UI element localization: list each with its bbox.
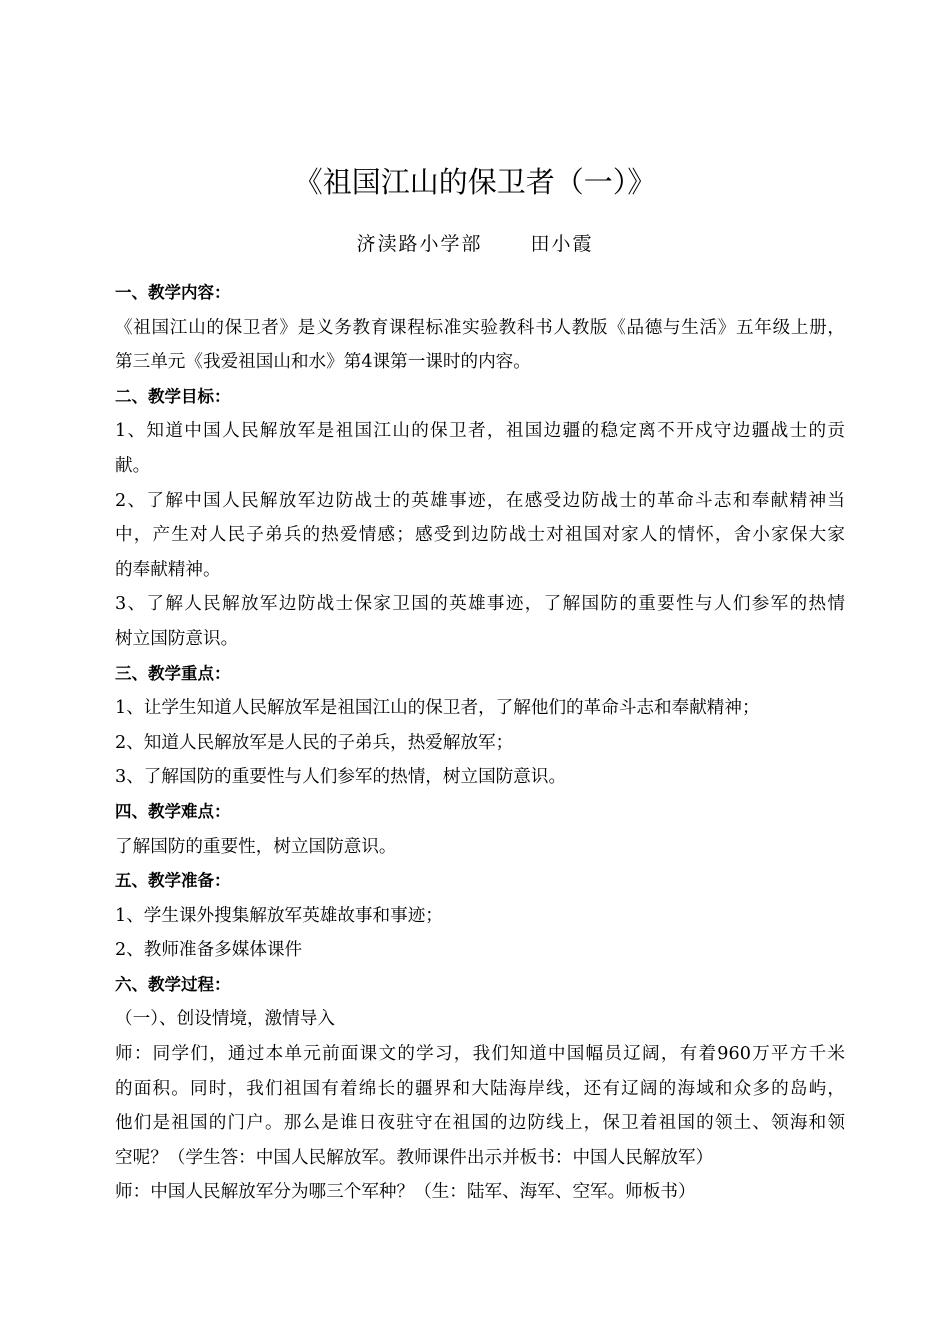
- document-title: 《祖国江山的保卫者（一）》: [293, 165, 657, 199]
- paragraph-line: 1、学生课外搜集解放军英雄故事和事迹；: [115, 905, 443, 926]
- section-heading: 二、教学目标：: [115, 386, 231, 406]
- paragraph-line: 3、了解国防的重要性与人们参军的热情，树立国防意识。: [115, 767, 567, 788]
- paragraph-line: 1、让学生知道人民解放军是祖国江山的保卫者，了解他们的革命斗志和奉献精神；: [115, 698, 760, 719]
- section-heading: 五、教学准备：: [115, 871, 231, 891]
- paragraph-line: 2、了解中国人民解放军边防战士的英雄事迹，在感受边防战士的革命斗志和奉献精神当: [115, 490, 845, 511]
- paragraph-line: 2、知道人民解放军是人民的子弟兵，热爱解放军；: [115, 732, 514, 753]
- section-heading: 三、教学重点：: [115, 663, 231, 683]
- author-line: [0, 228, 950, 260]
- paragraph-line: （一）、创设情境，激情导入: [115, 1009, 335, 1030]
- paragraph-line: 空呢？（学生答：中国人民解放军。教师课件出示并板书：中国人民解放军）: [115, 1147, 714, 1168]
- section-heading: 一、教学内容：: [115, 283, 231, 302]
- paragraph-line: 的面积。同时，我们祖国有着绵长的疆界和大陆海岸线，还有辽阔的海域和众多的岛屿，: [115, 1078, 845, 1099]
- paragraph-line: 第三单元《我爱祖国山和水》第4课第一课时的内容。: [115, 352, 531, 373]
- document-body: [115, 276, 845, 1210]
- paragraph-line: 师：中国人民解放军分为哪三个军种？（生：陆军、海军、空军。师板书）: [115, 1182, 696, 1203]
- paragraph-line: 他们是祖国的门户。那么是谁日夜驻守在祖国的边防线上，保卫着祖国的领土、领海和领: [115, 1113, 845, 1134]
- paragraph-line: 3、了解人民解放军边防战士保家卫国的英雄事迹，了解国防的重要性与人们参军的热情: [115, 594, 845, 615]
- paragraph-line: 中，产生对人民子弟兵的热爱情感；感受到边防战士对祖国对家人的情怀，舍小家保大家: [115, 525, 845, 546]
- section-heading: 四、教学难点：: [115, 801, 231, 821]
- paragraph-line: 树立国防意识。: [115, 628, 239, 649]
- paragraph-line: 2、教师准备多媒体课件: [115, 940, 303, 961]
- paragraph-line: 师：同学们，通过本单元前面课文的学习，我们知道中国幅员辽阔，有着960万平方千米: [115, 1044, 845, 1065]
- paragraph-line: 的奉献精神。: [115, 559, 221, 580]
- author-name: 田小霞: [530, 233, 594, 255]
- author-school: 济渎路小学部: [356, 233, 483, 255]
- paragraph-line: 《祖国江山的保卫者》是义务教育课程标准实验教科书人教版《品德与生活》五年级上册，: [115, 317, 845, 338]
- paragraph-line: 了解国防的重要性，树立国防意识。: [115, 836, 397, 857]
- section-heading: 六、教学过程：: [115, 974, 231, 994]
- paragraph-line: 献。: [115, 455, 151, 476]
- paragraph-line: 1、知道中国人民解放军是祖国江山的保卫者，祖国边疆的稳定离不开戍守边疆战士的贡: [115, 421, 845, 442]
